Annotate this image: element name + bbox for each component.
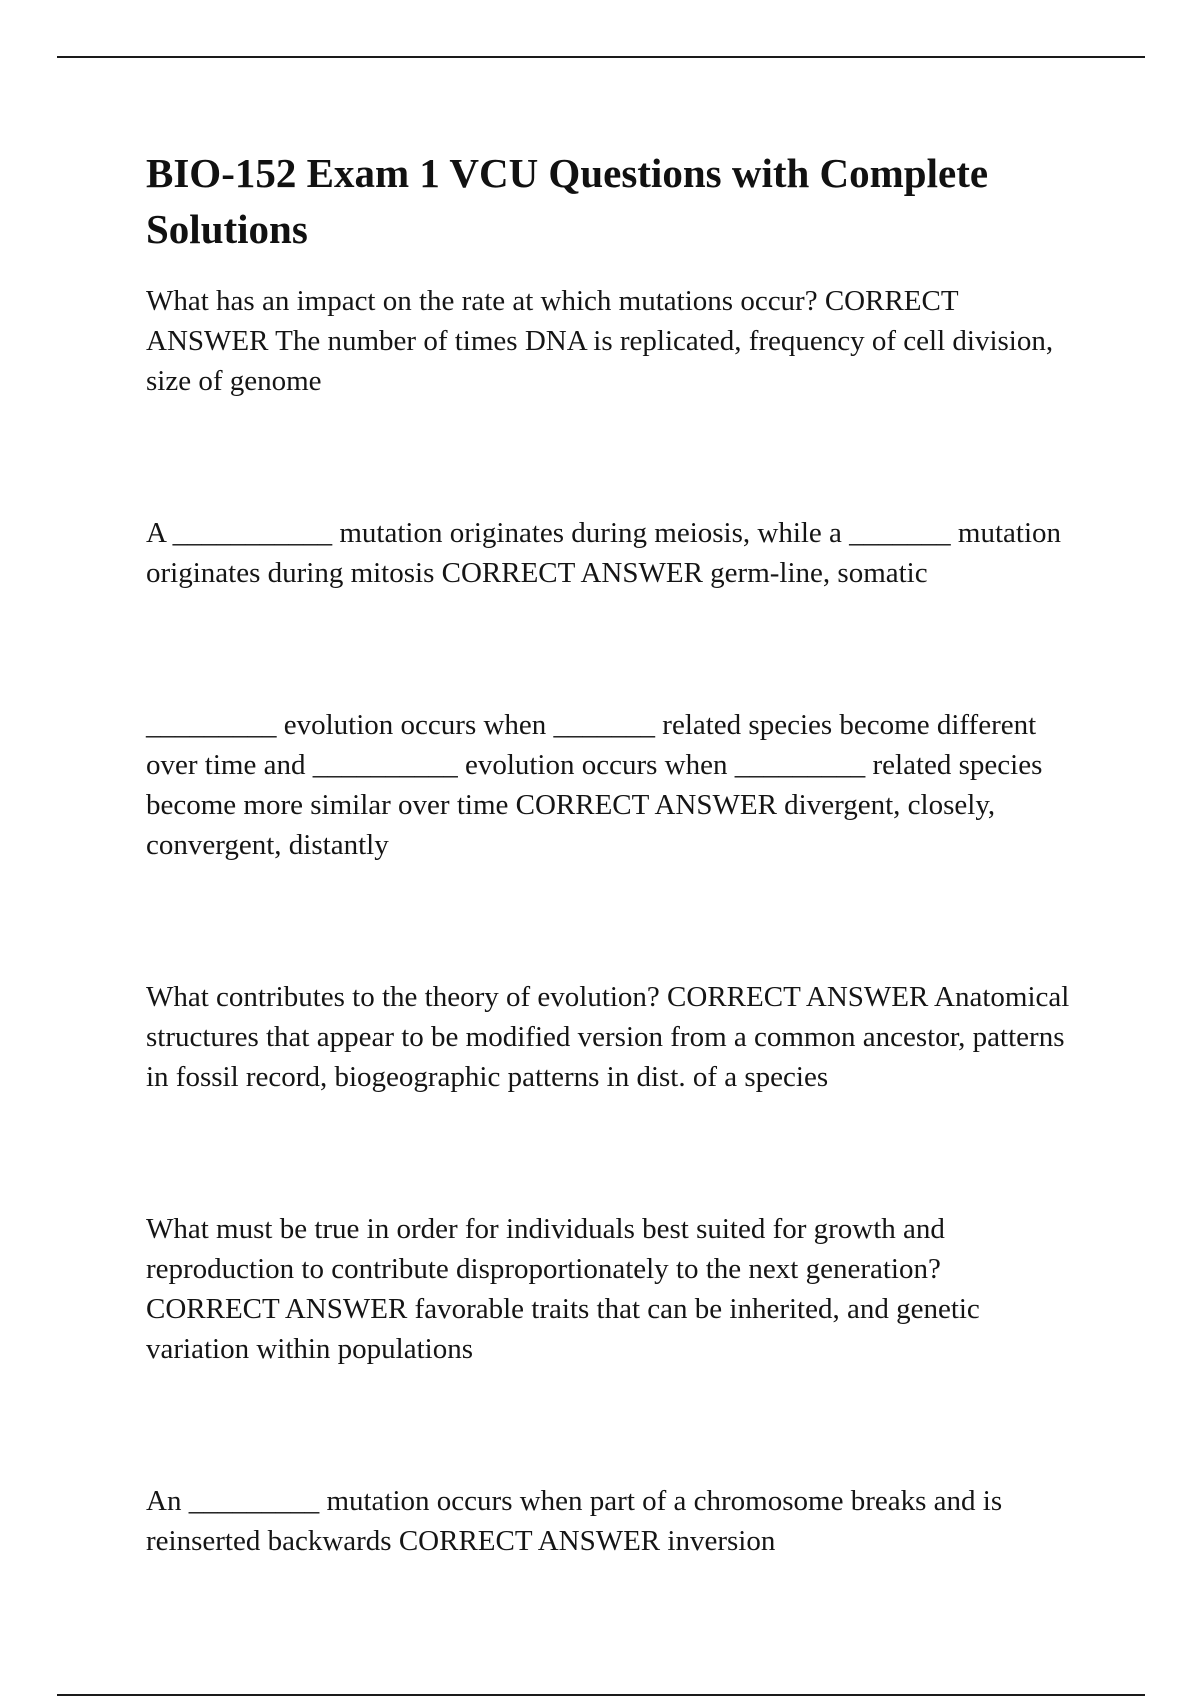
document-body	[146, 145, 1076, 1561]
top-divider	[57, 56, 1145, 58]
question-answer-item: What has an impact on the rate at which mutations occur? CORRECT ANSWER The number of times DNA is replicated, frequency of cell division, size of genome	[146, 285, 1054, 397]
document-title: BIO-152 Exam 1 VCU Questions with Complete Solutions	[146, 150, 989, 252]
question-list	[146, 281, 1076, 1561]
bottom-divider	[57, 1694, 1145, 1696]
question-answer-item: A ___________ mutation originates during meiosis, while a _______ mutation originates during mitosis CORRECT ANSWER germ-line, somatic	[146, 517, 1062, 589]
question-answer-item: What must be true in order for individuals best suited for growth and reproduction to contribute disproportionately to the next generation? CORRECT ANSWER favorable traits that can be inherited, and genetic variation within populations	[146, 1213, 980, 1365]
question-answer-item: An _________ mutation occurs when part of a chromosome breaks and is reinserted backwards CORRECT ANSWER inversion	[146, 1485, 1003, 1557]
question-answer-item: What contributes to the theory of evolution? CORRECT ANSWER Anatomical structures that appear to be modified version from a common ancestor, patterns in fossil record, biogeographic patterns in dist. of a species	[146, 981, 1070, 1093]
question-answer-item: _________ evolution occurs when _______ related species become different over time and __________ evolution occurs when _________ related species become more similar over time CORRECT ANSWER divergent, closely, convergent, distantly	[146, 709, 1043, 861]
